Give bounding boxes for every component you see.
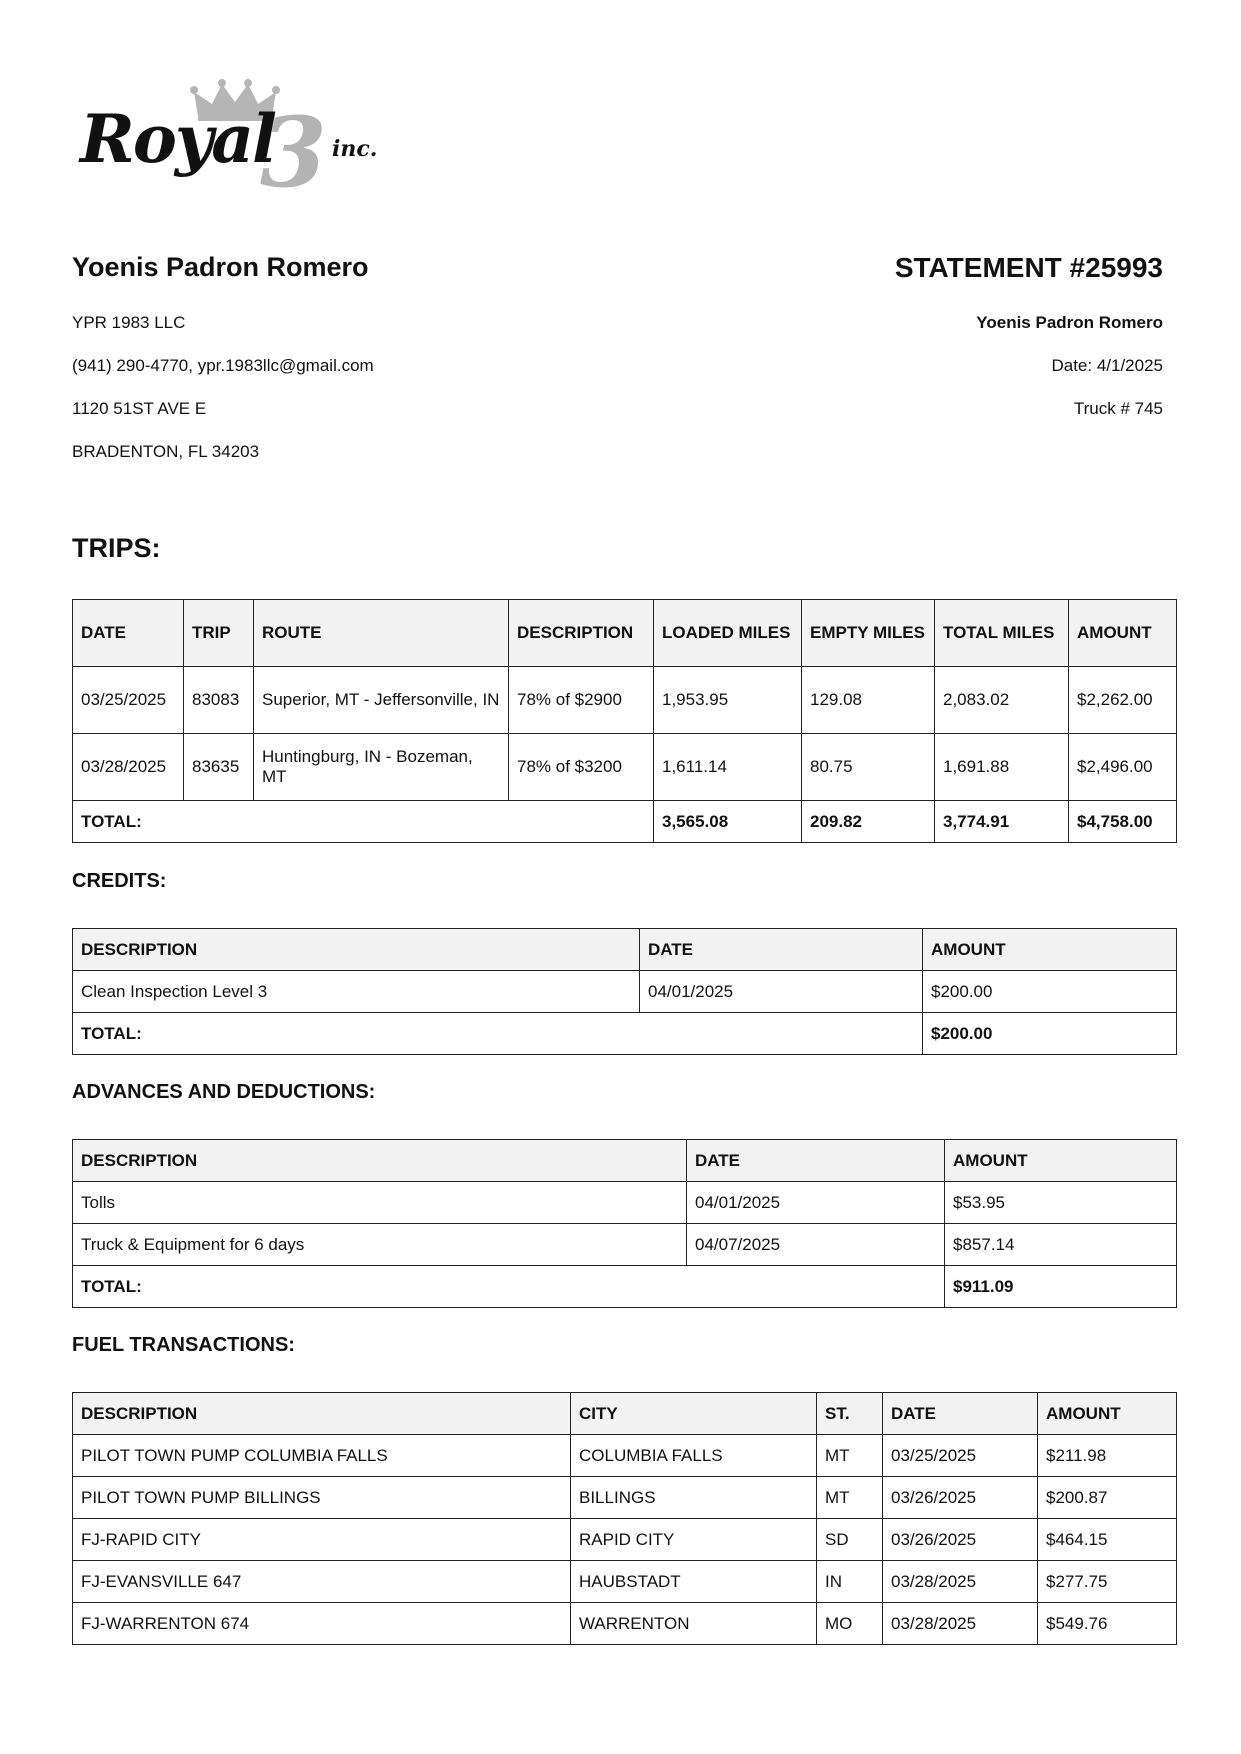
col-state: ST. — [817, 1393, 883, 1435]
fuel-city: BILLINGS — [571, 1477, 817, 1519]
col-empty-miles: EMPTY MILES — [802, 600, 935, 667]
fuel-description: FJ-WARRENTON 674 — [73, 1603, 571, 1645]
fuel-state: MO — [817, 1603, 883, 1645]
trip-description: 78% of $2900 — [509, 667, 654, 734]
total-total-miles: 3,774.91 — [935, 801, 1069, 843]
trip-description: 78% of $3200 — [509, 734, 654, 801]
fuel-table — [72, 1392, 1177, 1645]
trip-amount: $2,262.00 — [1069, 667, 1177, 734]
statement-truck: Truck # 745 — [1073, 399, 1163, 418]
fuel-amount: $549.76 — [1038, 1603, 1177, 1645]
col-date: DATE — [73, 600, 184, 667]
trip-number: 83083 — [184, 667, 254, 734]
fuel-state: IN — [817, 1561, 883, 1603]
col-date: DATE — [640, 929, 923, 971]
fuel-date: 03/28/2025 — [883, 1561, 1038, 1603]
col-city: CITY — [571, 1393, 817, 1435]
trip-amount: $2,496.00 — [1069, 734, 1177, 801]
col-description: DESCRIPTION — [73, 1140, 687, 1182]
table-row — [73, 1435, 1177, 1477]
col-amount: AMOUNT — [1069, 600, 1177, 667]
table-row — [73, 1182, 1177, 1224]
credits-header-row — [73, 929, 1177, 971]
fuel-description: FJ-EVANSVILLE 647 — [73, 1561, 571, 1603]
total-label: TOTAL: — [73, 801, 654, 843]
trip-date: 03/25/2025 — [73, 667, 184, 734]
advance-date: 04/01/2025 — [687, 1182, 945, 1224]
statement-date: Date: 4/1/2025 — [1051, 356, 1163, 375]
driver-address-line1: 1120 51ST AVE E — [72, 399, 207, 418]
credit-description: Clean Inspection Level 3 — [73, 971, 640, 1013]
trips-header-row — [73, 600, 1177, 667]
table-row — [73, 667, 1177, 734]
advance-amount: $857.14 — [945, 1224, 1177, 1266]
fuel-date: 03/26/2025 — [883, 1519, 1038, 1561]
total-amount: $200.00 — [923, 1013, 1177, 1055]
trip-loaded-miles: 1,611.14 — [654, 734, 802, 801]
col-date: DATE — [883, 1393, 1038, 1435]
fuel-amount: $277.75 — [1038, 1561, 1177, 1603]
advance-date: 04/07/2025 — [687, 1224, 945, 1266]
table-row — [73, 1519, 1177, 1561]
col-description: DESCRIPTION — [73, 929, 640, 971]
total-label: TOTAL: — [73, 1266, 945, 1308]
col-total-miles: TOTAL MILES — [935, 600, 1069, 667]
trips-table — [72, 599, 1177, 843]
advance-amount: $53.95 — [945, 1182, 1177, 1224]
advance-description: Tolls — [73, 1182, 687, 1224]
trip-route: Superior, MT - Jeffersonville, IN — [254, 667, 509, 734]
col-trip: TRIP — [184, 600, 254, 667]
driver-name: Yoenis Padron Romero — [72, 252, 369, 282]
table-row — [73, 1561, 1177, 1603]
table-row — [73, 1477, 1177, 1519]
credit-amount: $200.00 — [923, 971, 1177, 1013]
fuel-state: SD — [817, 1519, 883, 1561]
total-label: TOTAL: — [73, 1013, 923, 1055]
trip-empty-miles: 129.08 — [802, 667, 935, 734]
fuel-city: RAPID CITY — [571, 1519, 817, 1561]
logo-suffix: inc. — [332, 136, 378, 162]
trip-total-miles: 1,691.88 — [935, 734, 1069, 801]
advances-table — [72, 1139, 1177, 1308]
driver-company: YPR 1983 LLC — [72, 313, 186, 332]
logo-word: Royal — [80, 100, 276, 178]
fuel-date: 03/25/2025 — [883, 1435, 1038, 1477]
fuel-amount: $464.15 — [1038, 1519, 1177, 1561]
trips-title: TRIPS: — [72, 533, 161, 563]
fuel-date: 03/28/2025 — [883, 1603, 1038, 1645]
total-amount: $911.09 — [945, 1266, 1177, 1308]
fuel-amount: $200.87 — [1038, 1477, 1177, 1519]
advances-title: ADVANCES AND DEDUCTIONS: — [72, 1081, 376, 1103]
fuel-city: COLUMBIA FALLS — [571, 1435, 817, 1477]
table-row — [73, 1224, 1177, 1266]
trip-empty-miles: 80.75 — [802, 734, 935, 801]
driver-address-line2: BRADENTON, FL 34203 — [72, 442, 260, 461]
fuel-description: FJ-RAPID CITY — [73, 1519, 571, 1561]
col-description: DESCRIPTION — [73, 1393, 571, 1435]
col-loaded-miles: LOADED MILES — [654, 600, 802, 667]
company-logo — [80, 78, 380, 209]
trip-loaded-miles: 1,953.95 — [654, 667, 802, 734]
advances-total-row — [73, 1266, 1177, 1308]
fuel-state: MT — [817, 1435, 883, 1477]
driver-contact: (941) 290-4770, ypr.1983llc@gmail.com — [72, 356, 374, 375]
fuel-date: 03/26/2025 — [883, 1477, 1038, 1519]
col-amount: AMOUNT — [923, 929, 1177, 971]
logo-number: 3 — [260, 96, 327, 209]
col-description: DESCRIPTION — [509, 600, 654, 667]
fuel-city: HAUBSTADT — [571, 1561, 817, 1603]
fuel-title: FUEL TRANSACTIONS: — [72, 1334, 295, 1356]
table-row — [73, 1603, 1177, 1645]
credit-date: 04/01/2025 — [640, 971, 923, 1013]
trip-total-miles: 2,083.02 — [935, 667, 1069, 734]
statement-title: STATEMENT #25993 — [894, 252, 1163, 283]
credits-title: CREDITS: — [72, 870, 167, 892]
table-row — [73, 971, 1177, 1013]
fuel-state: MT — [817, 1477, 883, 1519]
credits-total-row — [73, 1013, 1177, 1055]
advances-header-row — [73, 1140, 1177, 1182]
total-loaded-miles: 3,565.08 — [654, 801, 802, 843]
total-empty-miles: 209.82 — [802, 801, 935, 843]
trip-number: 83635 — [184, 734, 254, 801]
col-route: ROUTE — [254, 600, 509, 667]
trips-total-row — [73, 801, 1177, 843]
fuel-description: PILOT TOWN PUMP BILLINGS — [73, 1477, 571, 1519]
fuel-amount: $211.98 — [1038, 1435, 1177, 1477]
advance-description: Truck & Equipment for 6 days — [73, 1224, 687, 1266]
fuel-description: PILOT TOWN PUMP COLUMBIA FALLS — [73, 1435, 571, 1477]
trip-route: Huntingburg, IN - Bozeman, MT — [254, 734, 509, 801]
table-row — [73, 734, 1177, 801]
fuel-city: WARRENTON — [571, 1603, 817, 1645]
col-amount: AMOUNT — [945, 1140, 1177, 1182]
total-amount: $4,758.00 — [1069, 801, 1177, 843]
trip-date: 03/28/2025 — [73, 734, 184, 801]
col-date: DATE — [687, 1140, 945, 1182]
statement-name: Yoenis Padron Romero — [976, 313, 1163, 332]
fuel-header-row — [73, 1393, 1177, 1435]
col-amount: AMOUNT — [1038, 1393, 1177, 1435]
credits-table — [72, 928, 1177, 1055]
